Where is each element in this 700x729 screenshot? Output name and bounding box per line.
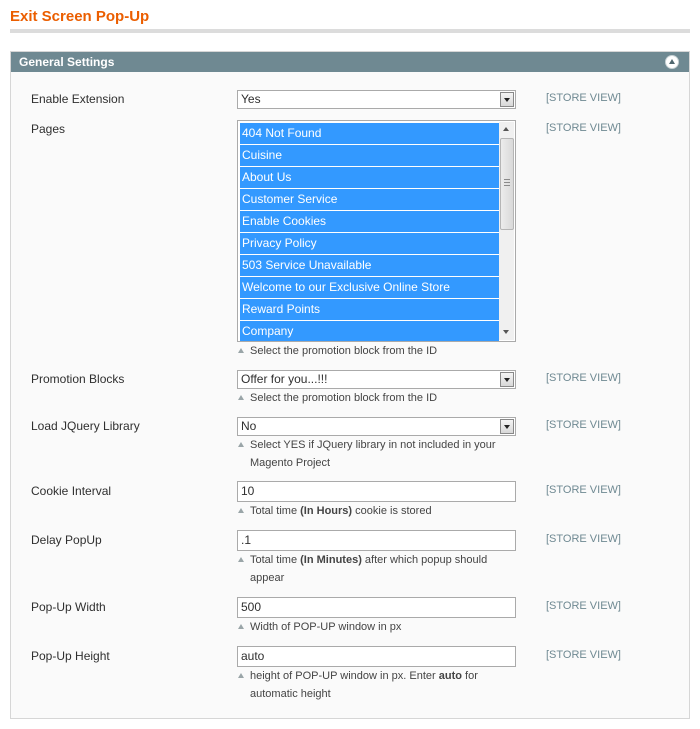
popup-width-note-text: Width of POP-UP window in px [250, 621, 402, 633]
note-emphasis: (In Hours) [300, 505, 353, 517]
scope-label: [STORE VIEW] [546, 484, 621, 496]
note-text: after which popup should appear [250, 554, 488, 584]
note-arrow-icon [238, 348, 244, 353]
pages-option[interactable]: Customer Service [240, 189, 499, 210]
collapse-icon[interactable] [665, 55, 679, 69]
popup-width-label: Pop-Up Width [31, 600, 106, 614]
load-jquery-label: Load JQuery Library [31, 419, 140, 433]
note-arrow-icon [238, 508, 244, 513]
note-text: for automatic height [250, 670, 478, 700]
note-text: cookie is stored [352, 505, 432, 517]
pages-option[interactable]: About Us [240, 167, 499, 188]
load-jquery-note [237, 436, 507, 472]
promotion-blocks-label: Promotion Blocks [31, 372, 125, 386]
scroll-up-icon[interactable] [499, 122, 514, 137]
promotion-blocks-value: Offer for you...!!! [241, 372, 328, 386]
pages-option[interactable]: 503 Service Unavailable [240, 255, 499, 276]
note-text: Total time [250, 505, 301, 517]
scope-label: [STORE VIEW] [546, 649, 621, 661]
enable-extension-label: Enable Extension [31, 92, 125, 106]
pages-note [237, 342, 507, 360]
popup-width-note [237, 618, 507, 636]
load-jquery-select[interactable] [237, 417, 516, 436]
scope-label: [STORE VIEW] [546, 419, 621, 431]
delay-popup-label: Delay PopUp [31, 533, 102, 547]
delay-popup-value: .1 [241, 533, 252, 547]
popup-height-note [237, 667, 507, 703]
popup-width-input[interactable] [237, 597, 516, 618]
popup-height-input[interactable] [237, 646, 516, 667]
scope-label: [STORE VIEW] [546, 533, 621, 545]
note-emphasis: (In Minutes) [300, 554, 362, 566]
note-arrow-icon [238, 442, 244, 447]
note-emphasis: auto [438, 670, 462, 682]
delay-popup-note [237, 551, 507, 587]
popup-height-value: auto [241, 649, 265, 663]
pages-option[interactable]: Privacy Policy [240, 233, 499, 254]
title-divider [10, 29, 690, 33]
enable-extension-select[interactable] [237, 90, 516, 109]
scroll-thumb[interactable] [500, 138, 514, 230]
dropdown-arrow-icon [500, 419, 514, 434]
general-settings-fieldset [10, 51, 690, 719]
promotion-blocks-select[interactable] [237, 370, 516, 389]
cookie-interval-label: Cookie Interval [31, 484, 112, 498]
scope-label: [STORE VIEW] [546, 122, 621, 134]
note-arrow-icon [238, 395, 244, 400]
pages-options-list [240, 123, 499, 342]
cookie-interval-note [237, 502, 507, 520]
popup-height-label: Pop-Up Height [31, 649, 110, 663]
scroll-down-icon[interactable] [499, 325, 514, 340]
note-arrow-icon [238, 673, 244, 678]
delay-popup-input[interactable] [237, 530, 516, 551]
pages-note-text: Select the promotion block from the ID [250, 345, 438, 357]
cookie-interval-input[interactable] [237, 481, 516, 502]
enable-extension-value: Yes [241, 92, 261, 106]
load-jquery-value: No [241, 419, 257, 433]
pages-multiselect[interactable] [237, 120, 516, 342]
fieldset-header[interactable] [11, 52, 689, 72]
promotion-blocks-note-text: Select the promotion block from the ID [250, 392, 438, 404]
note-arrow-icon [238, 624, 244, 629]
pages-option[interactable]: Company [240, 321, 499, 342]
page-title: Exit Screen Pop-Up [10, 8, 150, 25]
note-text: height of POP-UP window in px. Enter [250, 670, 439, 682]
popup-width-value: 500 [241, 600, 262, 614]
fieldset-title: General Settings [19, 55, 115, 69]
dropdown-arrow-icon [500, 372, 514, 387]
pages-scrollbar[interactable] [499, 122, 514, 340]
pages-option[interactable]: 404 Not Found [240, 123, 499, 144]
note-text: Total time [250, 554, 301, 566]
scope-label: [STORE VIEW] [546, 92, 621, 104]
pages-label: Pages [31, 122, 66, 136]
scope-label: [STORE VIEW] [546, 372, 621, 384]
pages-option[interactable]: Cuisine [240, 145, 499, 166]
pages-option[interactable]: Reward Points [240, 299, 499, 320]
promotion-blocks-note [237, 389, 507, 407]
load-jquery-note-text: Select YES if JQuery library in not included in your Magento Project [250, 439, 496, 469]
note-arrow-icon [238, 557, 244, 562]
dropdown-arrow-icon [500, 92, 514, 107]
pages-option[interactable]: Enable Cookies [240, 211, 499, 232]
cookie-interval-value: 10 [241, 484, 255, 498]
scope-label: [STORE VIEW] [546, 600, 621, 612]
pages-option[interactable]: Welcome to our Exclusive Online Store [240, 277, 499, 298]
